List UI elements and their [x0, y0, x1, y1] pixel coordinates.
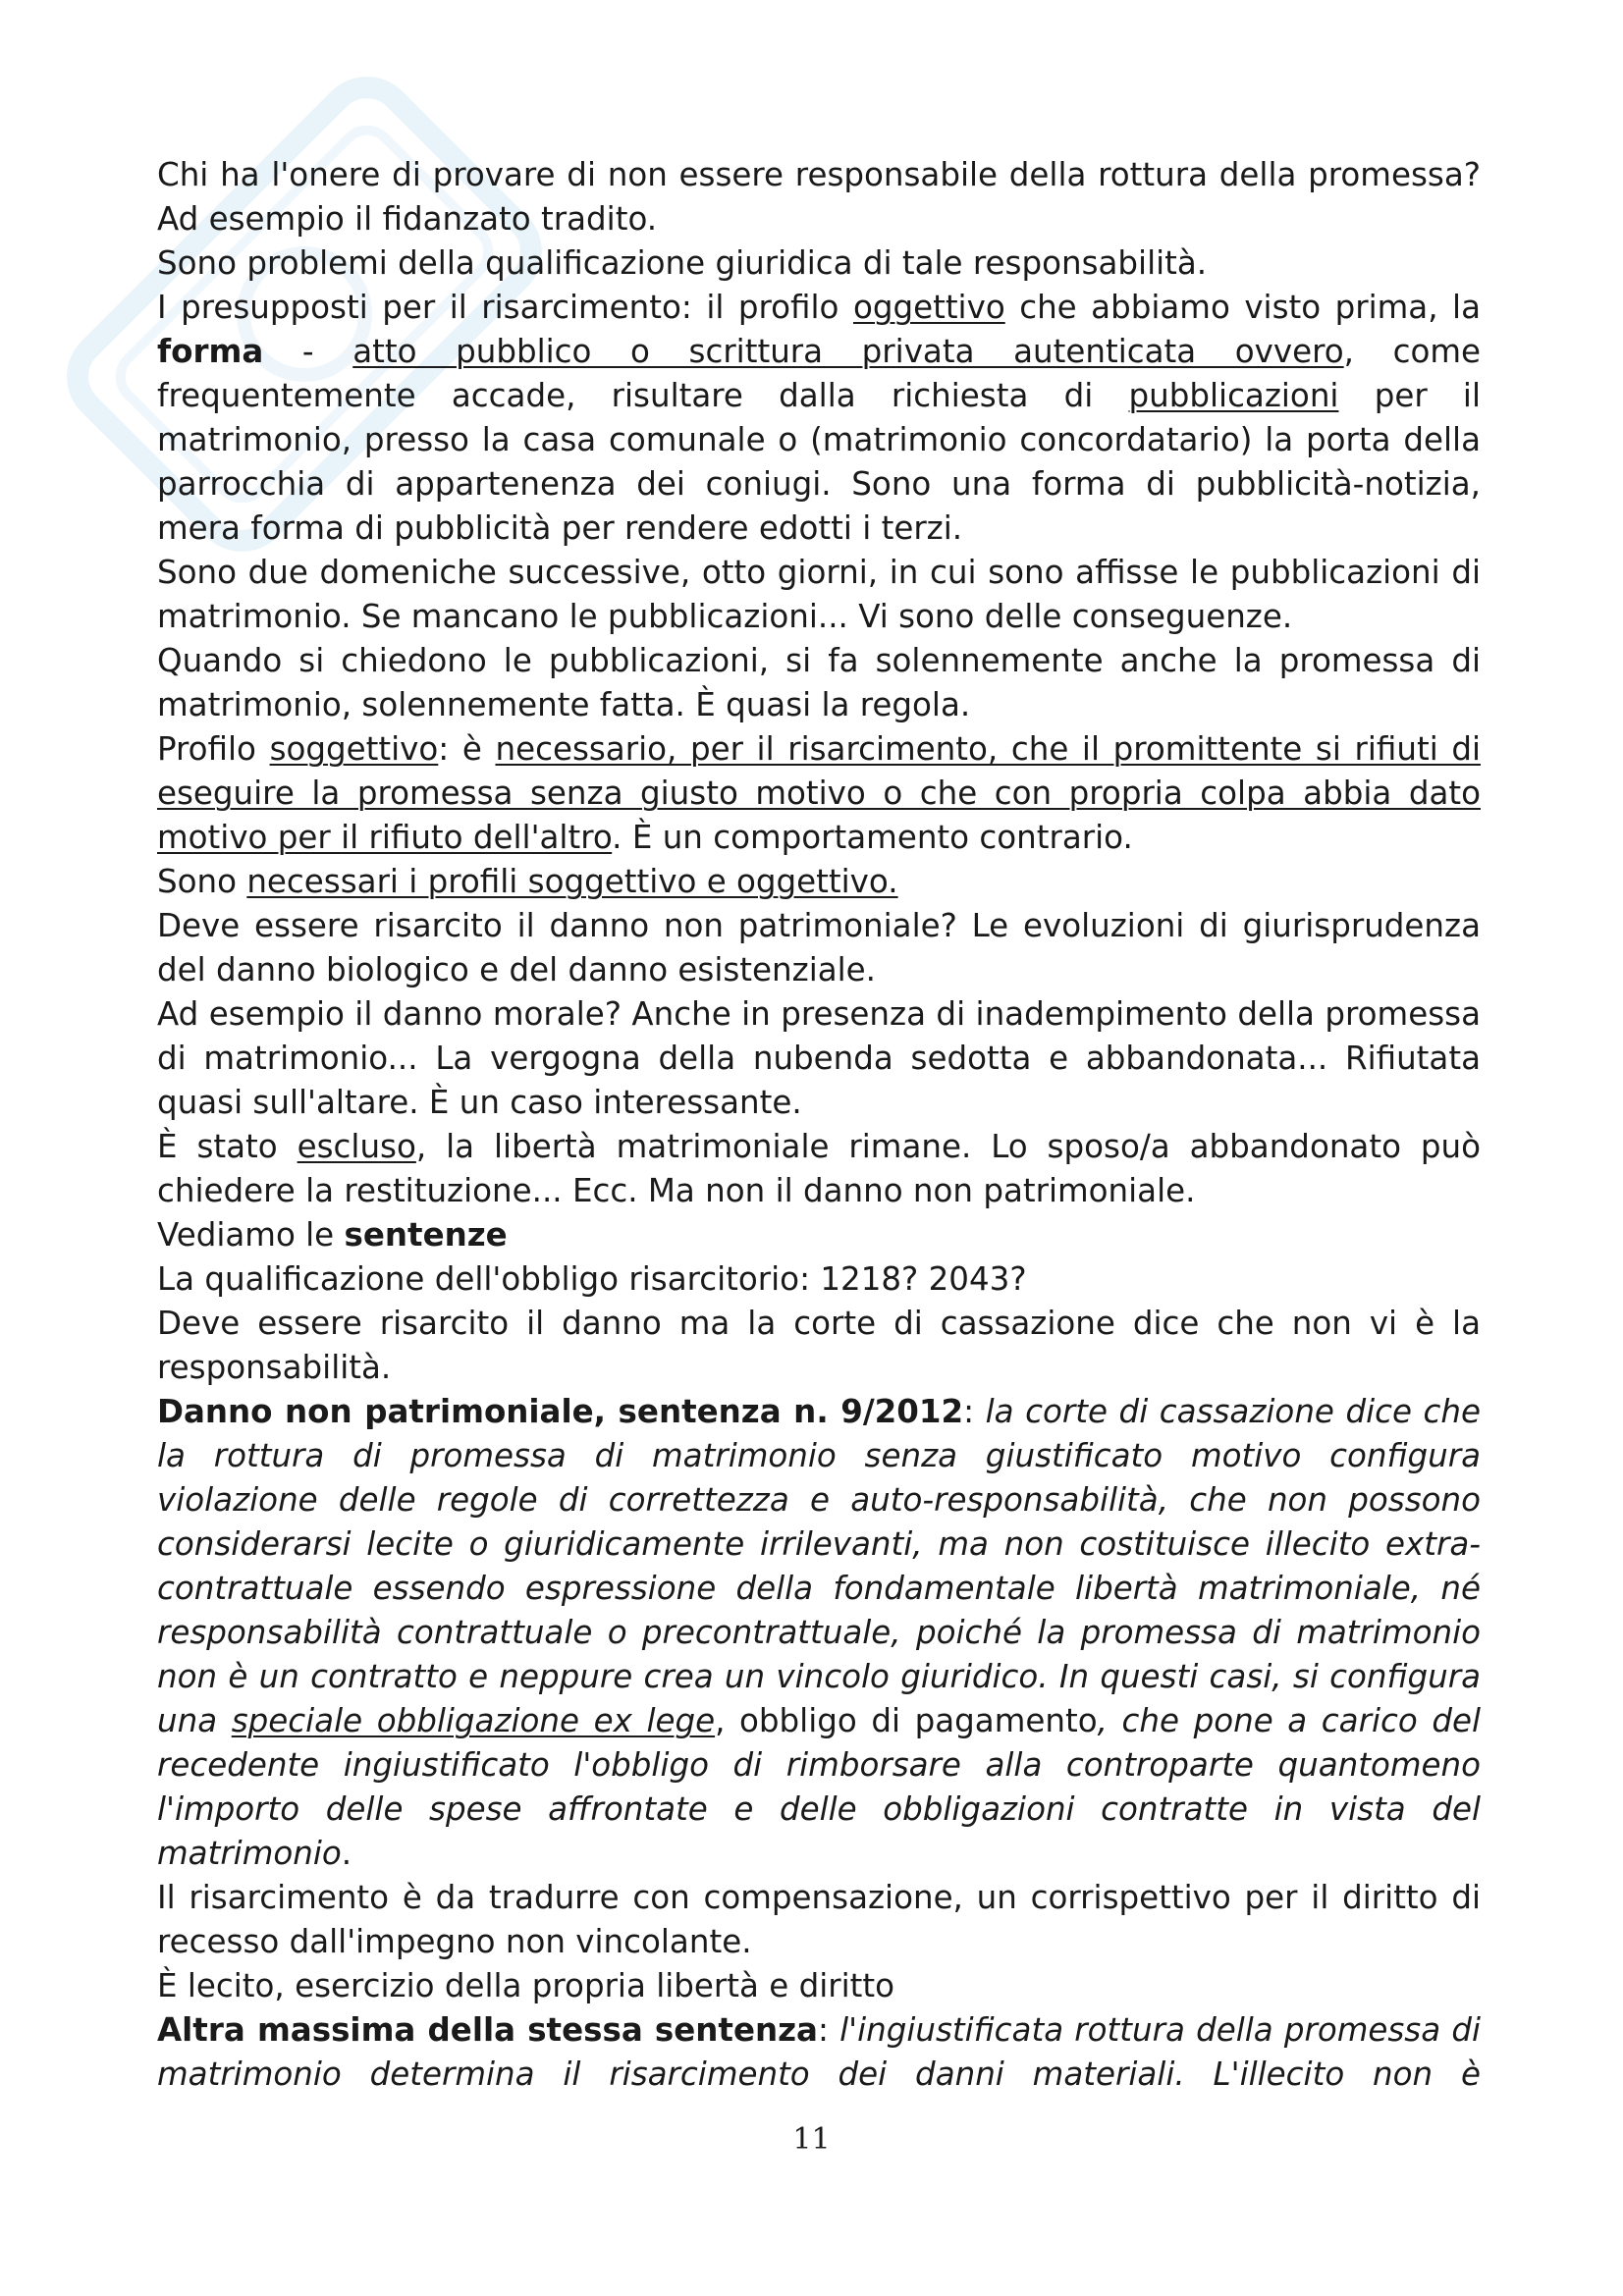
paragraph: [157, 992, 1481, 1125]
underlined-text: necessari i profili soggettivo e oggettivo.: [246, 863, 898, 900]
underlined-text: necessario, per il risarcimento, che il promittente si rifiuti di eseguire la promessa senza giusto motivo o che con propria colpa abbia dato motivo per il rifiuto dell'altro: [157, 730, 1482, 856]
paragraph: [157, 1964, 1481, 2008]
text-run: Chi ha l'onere di provare di non essere responsabile della rottura della promessa? Ad esempio il fidanzato tradito.: [157, 156, 1481, 238]
text-run: È lecito, esercizio della propria libertà e diritto: [157, 1967, 894, 2004]
text-run: Sono problemi della qualificazione giuridica di tale responsabilità.: [157, 244, 1208, 282]
paragraph: [157, 1213, 1481, 1257]
italic-text: l'ingiustificata rottura della promessa di matrimonio determina il risarcimento dei danni materiali. L'illecito non è: [157, 2011, 1481, 2093]
text-run: . È un comportamento contrario.: [612, 819, 1133, 856]
text-run: .: [341, 1835, 352, 1872]
page-number: 11: [792, 2122, 831, 2157]
paragraph: [157, 904, 1481, 992]
paragraph: [157, 551, 1481, 639]
text-run: , obbligo di pagamento: [715, 1702, 1098, 1739]
document-body: [157, 153, 1481, 2097]
text-run: Vediamo le: [157, 1216, 345, 1254]
text-run: , la libertà matrimoniale rimane. Lo sposo/a abbandonato può chiedere la restituzione... Ecc. Ma non il danno non patrimoniale.: [157, 1128, 1482, 1209]
paragraph: [157, 727, 1481, 860]
paragraph: [157, 1876, 1481, 1964]
paragraph: [157, 1125, 1481, 1213]
text-run: È stato: [157, 1128, 298, 1165]
text-run: :: [963, 1393, 986, 1430]
underlined-text: oggettivo: [852, 289, 1005, 326]
underlined-text: escluso: [297, 1128, 416, 1165]
text-run: Quando si chiedono le pubblicazioni, si fa solennemente anche la promessa di matrimonio, solennemente fatta. È quasi la regola.: [157, 642, 1481, 723]
text-run: : è: [438, 730, 496, 768]
paragraph: [157, 1302, 1481, 1390]
text-run: Il risarcimento è da tradurre con compensazione, un corrispettivo per il diritto di recesso dall'impegno non vincolante.: [157, 1879, 1481, 1960]
paragraph: [157, 639, 1481, 727]
bold-text: Danno non patrimoniale, sentenza n. 9/2012: [157, 1393, 964, 1430]
paragraph: [157, 1390, 1481, 1876]
underlined-text: pubblicazioni: [1128, 377, 1339, 414]
bold-text: forma: [157, 333, 264, 370]
paragraph: [157, 860, 1481, 904]
text-run: -: [263, 333, 353, 370]
paragraph: [157, 286, 1481, 551]
bold-text: sentenze: [344, 1216, 508, 1254]
underlined-text: speciale obbligazione ex lege: [231, 1702, 716, 1739]
paragraph: [157, 1257, 1481, 1302]
text-run: per il matrimonio, presso la casa comunale o (matrimonio concordatario) la porta della parrocchia di appartenenza dei coniugi. Sono una forma di pubblicità-notizia, mera forma di pubblicità per rendere edotti i terzi.: [157, 377, 1481, 547]
underlined-text: soggettivo: [269, 730, 439, 768]
bold-text: Altra massima della stessa sentenza: [157, 2011, 818, 2049]
text-run: Ad esempio il danno morale? Anche in presenza di inadempimento della promessa di matrimonio... La vergogna della nubenda sedotta e abbandonata... Rifiutata quasi sull'altare. È un caso interessante.: [157, 995, 1481, 1121]
text-run: :: [818, 2011, 840, 2049]
italic-text: , che pone a carico del recedente ingiustificato l'obbligo di rimborsare alla controparte quantomeno l'importo delle spese affrontate e delle obbligazioni contratte in vista del matrimonio: [157, 1702, 1481, 1872]
italic-text: la corte di cassazione dice che la rottura di promessa di matrimonio senza giustificato motivo configura violazione delle regole di correttezza e auto-responsabilità, che non possono considerarsi lecite o giuridicamente irrilevanti, ma non costituisce illecito extra-contrattuale essendo espressione della fondamentale libertà matrimoniale, né responsabilità contrattuale o precontrattuale, poiché la promessa di matrimonio non è un contratto e neppure crea un vincolo giuridico. In questi casi, si configura una: [157, 1393, 1481, 1739]
paragraph: [157, 241, 1481, 286]
text-run: Deve essere risarcito il danno ma la corte di cassazione dice che non vi è la responsabilità.: [157, 1305, 1481, 1386]
underlined-text: atto pubblico o scrittura privata autenticata ovvero: [352, 333, 1344, 370]
paragraph: [157, 153, 1481, 241]
text-run: Profilo: [157, 730, 270, 768]
text-run: che abbiamo visto prima, la: [1004, 289, 1481, 326]
text-run: Sono: [157, 863, 247, 900]
text-run: Sono due domeniche successive, otto giorni, in cui sono affisse le pubblicazioni di matrimonio. Se mancano le pubblicazioni... Vi sono delle conseguenze.: [157, 554, 1481, 635]
text-run: Deve essere risarcito il danno non patrimoniale? Le evoluzioni di giurisprudenza del danno biologico e del danno esistenziale.: [157, 907, 1481, 988]
paragraph: [157, 2008, 1481, 2097]
text-run: , come frequentemente accade, risultare dalla richiesta di: [157, 333, 1481, 414]
text-run: I presupposti per il risarcimento: il profilo: [157, 289, 853, 326]
text-run: La qualificazione dell'obbligo risarcitorio: 1218? 2043?: [157, 1260, 1027, 1298]
